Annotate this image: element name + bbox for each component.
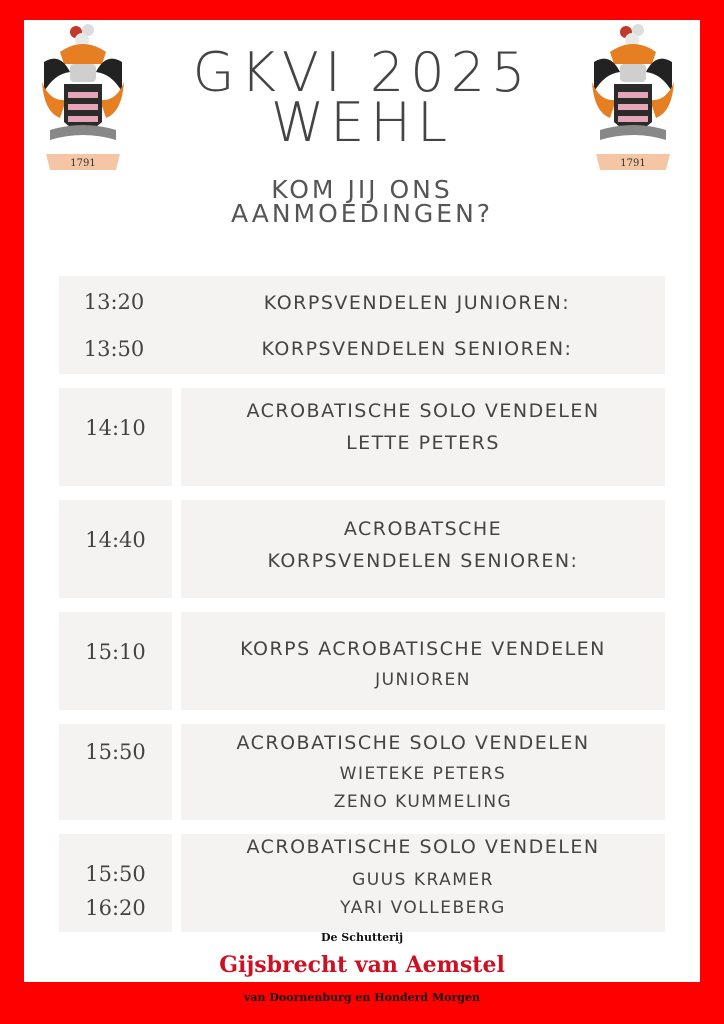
crest-year-right: 1791 — [620, 158, 646, 169]
time-label: 15:10 — [85, 640, 146, 664]
footer-club-name: Gijsbrecht van Aemstel — [219, 952, 505, 978]
performer-label: LETTE PETERS — [346, 432, 500, 454]
schedule-block-3 — [59, 500, 665, 598]
event-label: KORPS ACROBATISCHE VENDELEN — [240, 638, 606, 660]
page-title — [140, 41, 584, 154]
event-label: ACROBATISCHE SOLO VENDELEN — [236, 732, 590, 754]
title-line-1: GKVI 2025 — [192, 41, 532, 104]
time-label: 13:50 — [83, 337, 145, 361]
performer-label: ZENO KUMMELING — [333, 792, 513, 812]
time-label: 13:20 — [83, 290, 145, 314]
time-label: 16:20 — [85, 896, 146, 920]
subtitle-line-2: AANMOEDINGEN? — [230, 199, 494, 228]
performer-label: GUUS KRAMER — [352, 870, 494, 890]
coat-of-arms-right-icon — [590, 22, 676, 178]
schedule-block-4 — [59, 612, 665, 710]
time-label: 14:10 — [85, 416, 146, 440]
time-label: 15:50 — [85, 740, 146, 764]
time-cell — [59, 724, 172, 820]
schedule-block-5 — [59, 724, 665, 820]
coat-of-arms-left-icon — [40, 22, 126, 178]
event-label: KORPSVENDELEN SENIOREN: — [267, 550, 579, 572]
time-label: 14:40 — [85, 528, 146, 552]
event-label: JUNIOREN — [375, 670, 471, 690]
time-label: 15:50 — [85, 862, 146, 886]
performer-label: WIETEKE PETERS — [339, 764, 507, 784]
event-cell — [181, 500, 665, 598]
event-label: ACROBATISCHE SOLO VENDELEN — [246, 400, 600, 422]
title-line-2: WEHL — [270, 91, 454, 154]
event-cell — [181, 612, 665, 710]
event-label: KORPSVENDELEN SENIOREN: — [261, 338, 573, 360]
event-label: KORPSVENDELEN JUNIOREN: — [263, 292, 571, 314]
crest-year-left: 1791 — [70, 158, 96, 169]
footer-prefix: De Schutterij — [320, 931, 404, 944]
subtitle-line-1: KOM JIJ ONS — [271, 175, 453, 204]
event-label: ACROBATSCHE — [343, 518, 503, 540]
page-subtitle — [140, 175, 584, 228]
footer-suffix: van Doornenburg en Honderd Morgen — [244, 991, 480, 1004]
performer-label: YARI VOLLEBERG — [340, 898, 506, 918]
schedule-block-1 — [59, 276, 665, 374]
schedule-block-6 — [59, 834, 665, 932]
event-label: ACROBATISCHE SOLO VENDELEN — [246, 836, 600, 858]
schedule-block-2 — [59, 388, 665, 486]
